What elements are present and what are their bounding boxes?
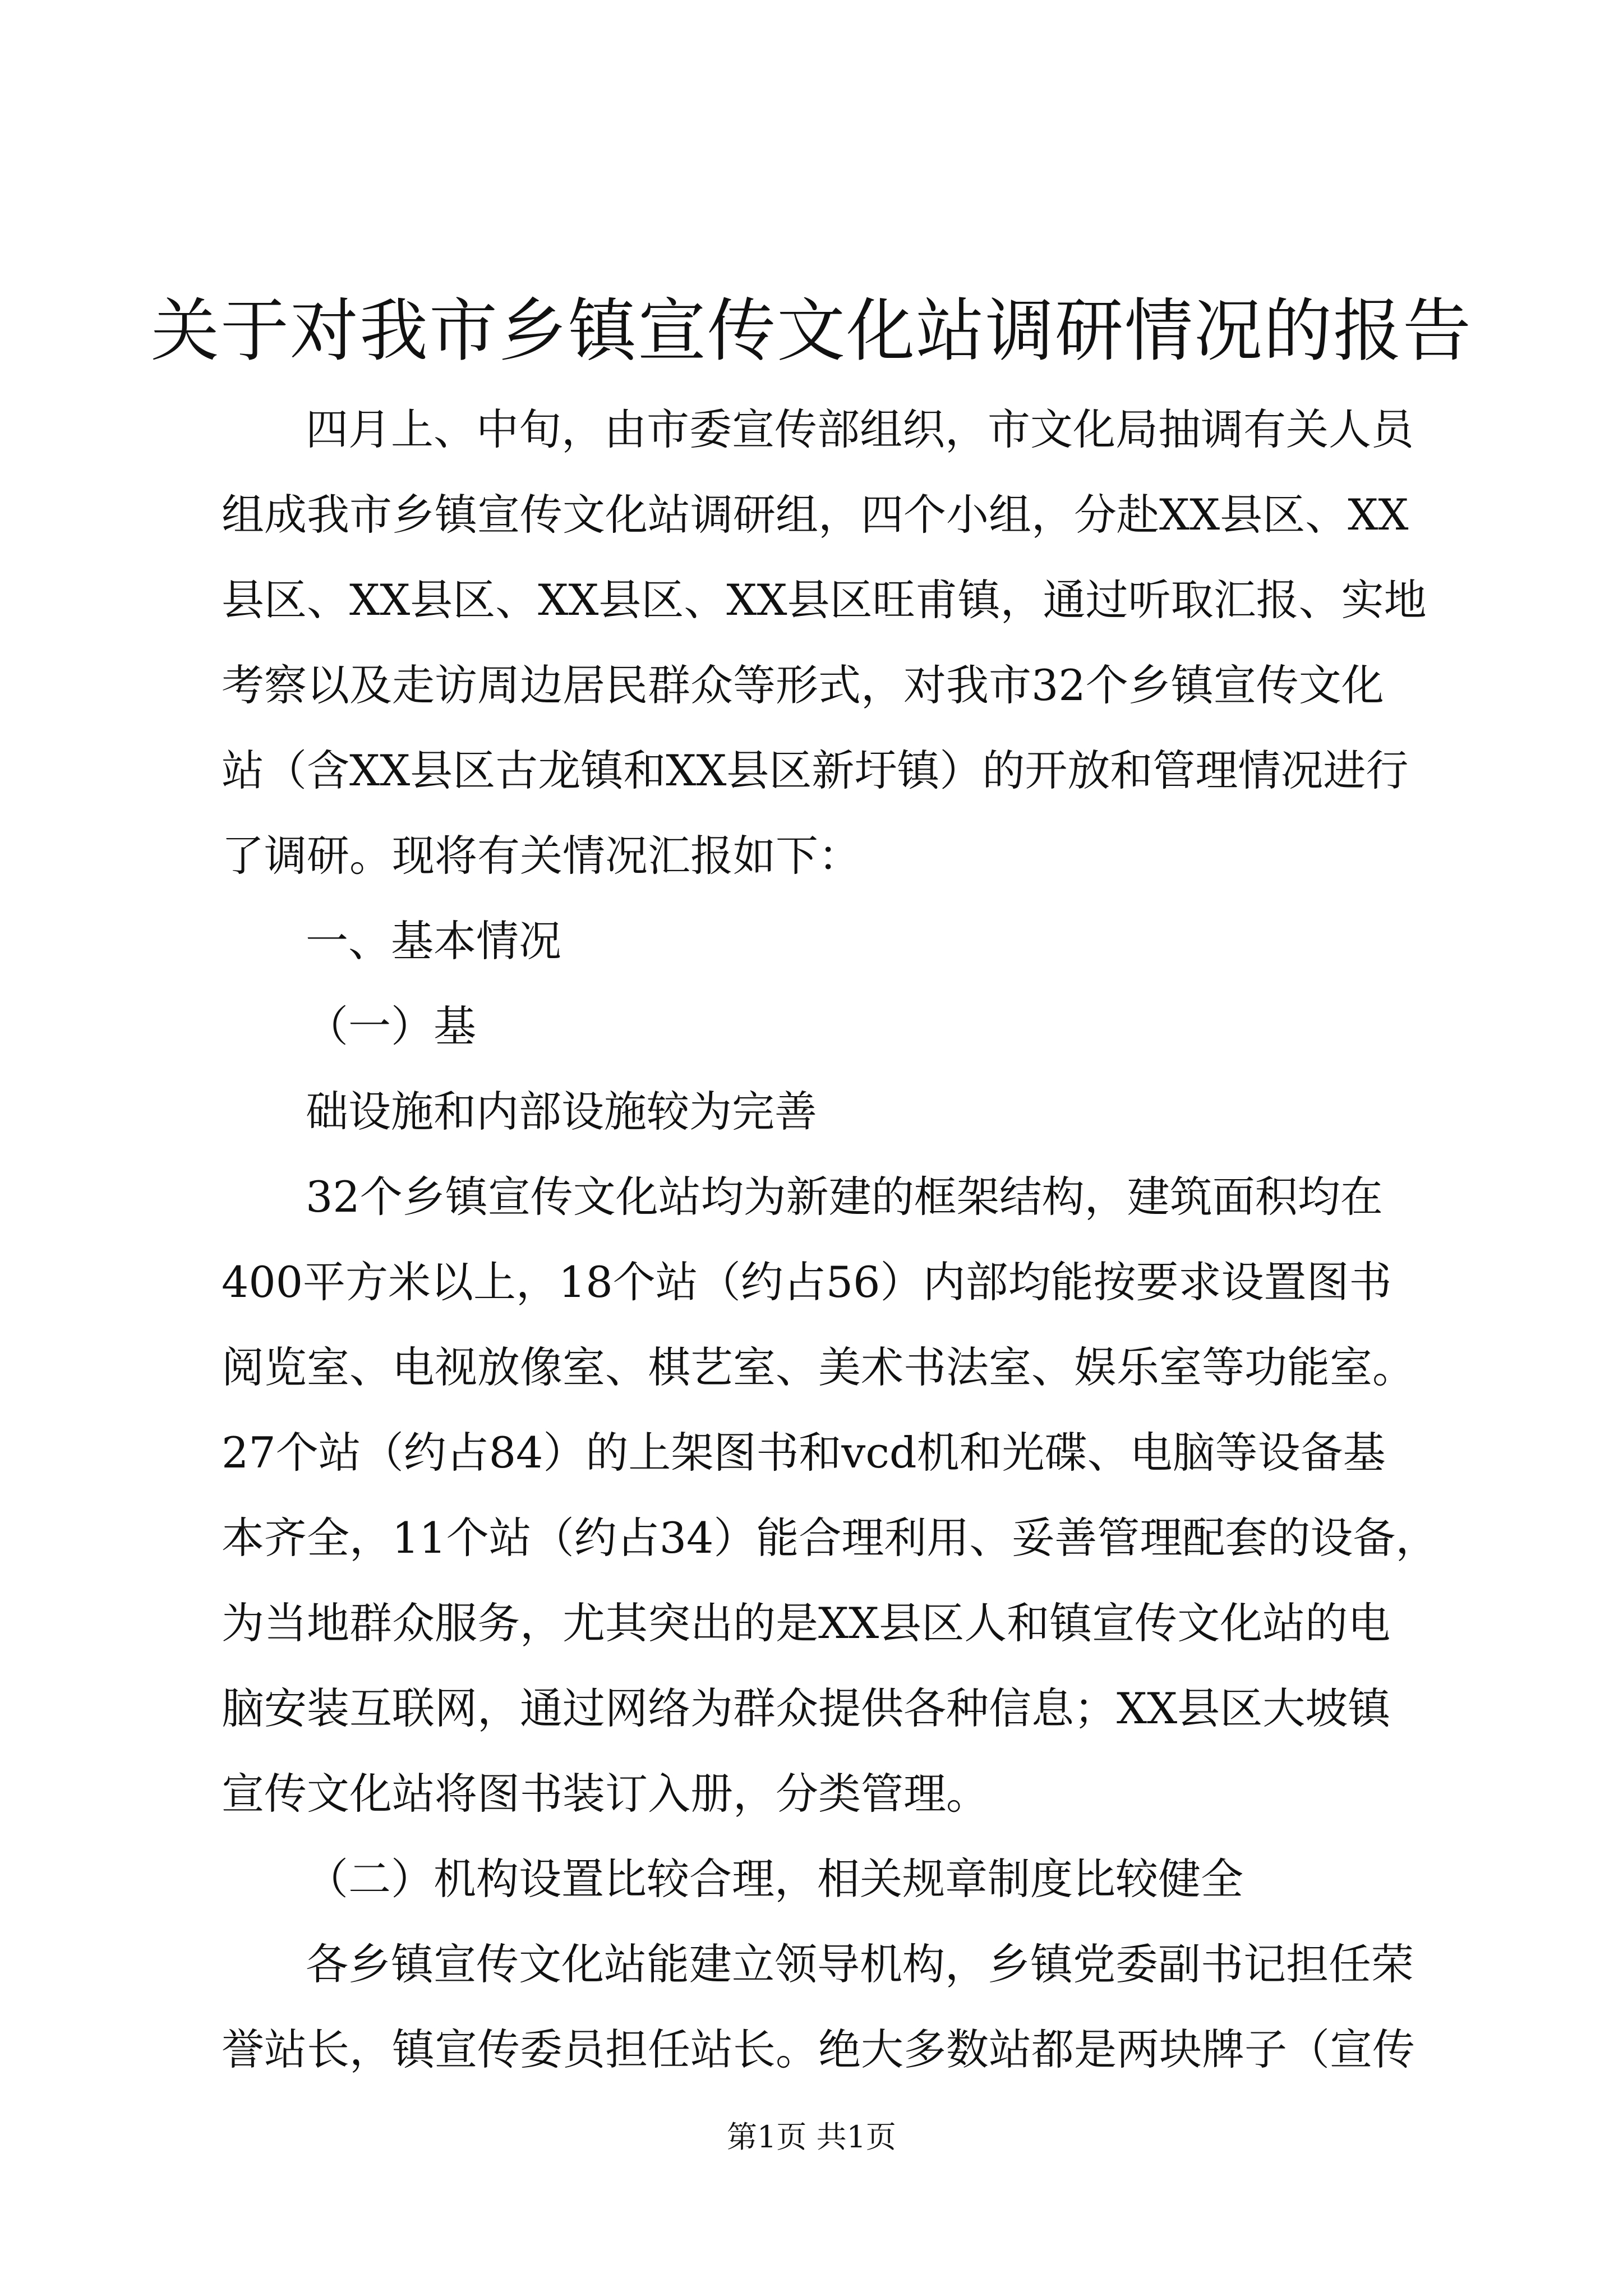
paragraph-line: 27个站（约占84）的上架图书和vcd机和光碟、电脑等设备基 xyxy=(222,1428,1386,1478)
paragraph-line: 各乡镇宣传文化站能建立领导机构，乡镇党委副书记担任荣 xyxy=(306,1939,1414,1989)
paragraph-line: 组成我市乡镇宣传文化站调研组，四个小组，分赴XX县区、XX xyxy=(222,490,1409,540)
paragraph-line: 宣传文化站将图书装订入册，分类管理。 xyxy=(222,1769,989,1819)
subsection-heading: （一）基 xyxy=(306,1001,476,1051)
paragraph-line: 脑安装互联网，通过网络为群众提供各种信息；XX县区大坡镇 xyxy=(222,1683,1391,1733)
document-body xyxy=(222,387,1438,2092)
paragraph-line: 本齐全，11个站（约占34）能合理利用、妥善管理配套的设备， xyxy=(222,1513,1438,1563)
section-heading: 一、基本情况 xyxy=(306,916,561,966)
paragraph-line: 为当地群众服务，尤其突出的是XX县区人和镇宣传文化站的电 xyxy=(222,1598,1391,1648)
paragraph-line: 400平方米以上，18个站（约占56）内部均能按要求设置图书 xyxy=(222,1257,1392,1307)
subsection-heading: （二）机构设置比较合理，相关规章制度比较健全 xyxy=(306,1854,1243,1904)
paragraph-line: 县区、XX县区、XX县区、XX县区旺甫镇，通过听取汇报、实地 xyxy=(222,575,1427,625)
paragraph-line: 阅览室、电视放像室、棋艺室、美术书法室、娱乐室等功能室。 xyxy=(222,1342,1415,1392)
paragraph-line: 了调研。现将有关情况汇报如下： xyxy=(222,831,861,881)
paragraph-line: 站（含XX县区古龙镇和XX县区新圩镇）的开放和管理情况进行 xyxy=(222,746,1409,795)
paragraph-line: 考察以及走访周边居民群众等形式，对我市32个乡镇宣传文化 xyxy=(222,660,1384,710)
paragraph-line: 四月上、中旬，由市委宣传部组织，市文化局抽调有关人员 xyxy=(306,404,1414,454)
paragraph-line: 誉站长，镇宣传委员担任站长。绝大多数站都是两块牌子（宣传 xyxy=(222,2024,1415,2074)
page-number-footer: 第1页 共1页 xyxy=(727,2119,896,2155)
document-title: 关于对我市乡镇宣传文化站调研情况的报告 xyxy=(151,291,1472,371)
subsection-heading-continued: 础设施和内部设施较为完善 xyxy=(306,1087,817,1137)
paragraph-line: 32个乡镇宣传文化站均为新建的框架结构，建筑面积均在 xyxy=(306,1172,1383,1222)
